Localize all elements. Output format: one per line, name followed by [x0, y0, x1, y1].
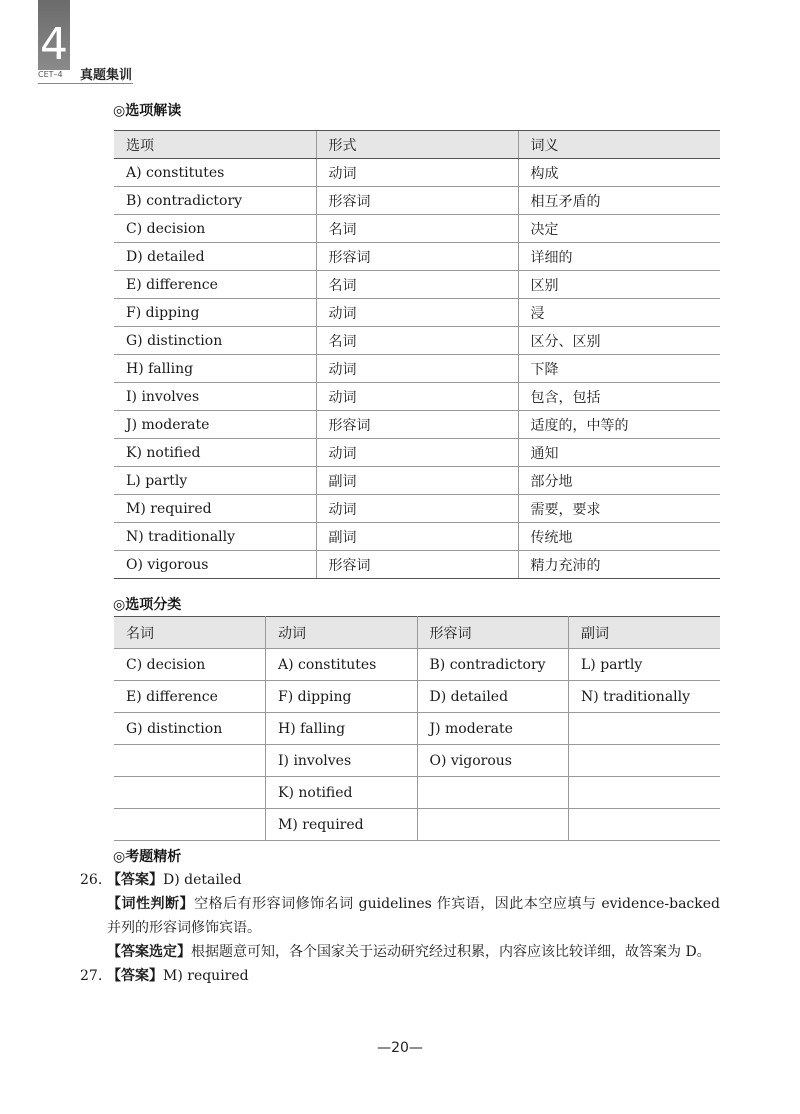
table-header-row	[114, 131, 720, 159]
answer-line	[80, 964, 720, 988]
table-header-row	[114, 617, 720, 649]
meaning-cell: 浸	[518, 299, 720, 327]
meaning-cell: 部分地	[518, 467, 720, 495]
meaning-cell: 决定	[518, 215, 720, 243]
table-row	[114, 495, 720, 523]
pos-judgment	[80, 892, 720, 940]
verb-cell: I) involves	[266, 745, 418, 777]
answer-label: 【答案】	[107, 968, 163, 984]
option-cell: J) moderate	[114, 411, 316, 439]
question-number: 27.	[80, 968, 103, 984]
option-cell: A) constitutes	[114, 159, 316, 187]
table-row	[114, 355, 720, 383]
column-header: 动词	[266, 617, 418, 649]
option-cell: F) dipping	[114, 299, 316, 327]
option-cell: B) contradictory	[114, 187, 316, 215]
option-cell: N) traditionally	[114, 523, 316, 551]
form-cell: 动词	[316, 439, 518, 467]
form-cell: 形容词	[316, 187, 518, 215]
header-divider	[38, 83, 133, 84]
verb-cell: A) constitutes	[266, 649, 418, 681]
form-cell: 名词	[316, 327, 518, 355]
form-cell: 形容词	[316, 551, 518, 579]
option-cell: I) involves	[114, 383, 316, 411]
meaning-cell: 传统地	[518, 523, 720, 551]
meaning-cell: 构成	[518, 159, 720, 187]
form-cell: 名词	[316, 271, 518, 299]
adjective-cell: O) vigorous	[417, 745, 569, 777]
meaning-cell: 需要，要求	[518, 495, 720, 523]
table-row	[114, 523, 720, 551]
select-text: 根据题意可知，各个国家关于运动研究经过积累，内容应该比较详细，故答案为 D。	[191, 944, 711, 960]
answer-selection	[80, 940, 720, 964]
column-header: 副词	[569, 617, 721, 649]
table-row	[114, 327, 720, 355]
noun-cell: C) decision	[114, 649, 266, 681]
adjective-cell	[417, 809, 569, 841]
option-cell: C) decision	[114, 215, 316, 243]
exam-label: CET–4	[38, 70, 63, 79]
option-cell: H) falling	[114, 355, 316, 383]
table-row	[114, 439, 720, 467]
meaning-cell: 精力充沛的	[518, 551, 720, 579]
form-cell: 形容词	[316, 411, 518, 439]
option-cell: L) partly	[114, 467, 316, 495]
adverb-cell: N) traditionally	[569, 681, 721, 713]
noun-cell	[114, 777, 266, 809]
table-row	[114, 681, 720, 713]
answer-line	[80, 868, 720, 892]
meaning-cell: 通知	[518, 439, 720, 467]
meaning-cell: 区分、区别	[518, 327, 720, 355]
table-row	[114, 809, 720, 841]
verb-cell: K) notified	[266, 777, 418, 809]
adjective-cell	[417, 777, 569, 809]
option-cell: O) vigorous	[114, 551, 316, 579]
form-cell: 动词	[316, 383, 518, 411]
question-number: 26.	[80, 872, 103, 888]
column-header: 选项	[114, 131, 316, 159]
column-header: 词义	[518, 131, 720, 159]
pos-text: 空格后有形容词修饰名词 guidelines 作宾语，因此本空应填与 evidence-backed 并列的形容词修饰宾语。	[107, 896, 721, 936]
noun-cell: G) distinction	[114, 713, 266, 745]
adjective-cell: J) moderate	[417, 713, 569, 745]
form-cell: 副词	[316, 467, 518, 495]
meaning-cell: 包含，包括	[518, 383, 720, 411]
question-26	[80, 868, 720, 988]
meaning-cell: 区别	[518, 271, 720, 299]
table-row	[114, 299, 720, 327]
answer-value: M) required	[163, 968, 249, 984]
form-cell: 动词	[316, 299, 518, 327]
verb-cell: M) required	[266, 809, 418, 841]
adjective-cell: B) contradictory	[417, 649, 569, 681]
table-row	[114, 187, 720, 215]
table-row	[114, 713, 720, 745]
noun-cell: E) difference	[114, 681, 266, 713]
column-header: 名词	[114, 617, 266, 649]
table-row	[114, 411, 720, 439]
noun-cell	[114, 745, 266, 777]
table-row	[114, 777, 720, 809]
column-header: 形式	[316, 131, 518, 159]
form-cell: 形容词	[316, 243, 518, 271]
table-row	[114, 159, 720, 187]
form-cell: 动词	[316, 495, 518, 523]
table-row	[114, 551, 720, 579]
section-title-classification: ◎选项分类	[113, 597, 182, 613]
table-row	[114, 649, 720, 681]
column-header: 形容词	[417, 617, 569, 649]
table-row	[114, 271, 720, 299]
verb-cell: F) dipping	[266, 681, 418, 713]
form-cell: 动词	[316, 159, 518, 187]
option-cell: M) required	[114, 495, 316, 523]
table-row	[114, 243, 720, 271]
option-cell: D) detailed	[114, 243, 316, 271]
adverb-cell	[569, 777, 721, 809]
option-cell: K) notified	[114, 439, 316, 467]
table-row	[114, 383, 720, 411]
pos-label: 【词性判断】	[107, 896, 195, 912]
form-cell: 副词	[316, 523, 518, 551]
answer-label: 【答案】	[107, 872, 163, 888]
classification-table	[114, 616, 720, 841]
select-label: 【答案选定】	[107, 944, 191, 960]
option-cell: E) difference	[114, 271, 316, 299]
form-cell: 名词	[316, 215, 518, 243]
adverb-cell	[569, 713, 721, 745]
options-table	[114, 130, 720, 579]
adverb-cell: L) partly	[569, 649, 721, 681]
table-row	[114, 215, 720, 243]
meaning-cell: 适度的，中等的	[518, 411, 720, 439]
section-title-analysis: ◎考题精析	[113, 849, 182, 865]
answer-value: D) detailed	[163, 872, 242, 888]
meaning-cell: 下降	[518, 355, 720, 383]
meaning-cell: 详细的	[518, 243, 720, 271]
adverb-cell	[569, 745, 721, 777]
page-number: —20—	[377, 1040, 423, 1056]
form-cell: 动词	[316, 355, 518, 383]
meaning-cell: 相互矛盾的	[518, 187, 720, 215]
header-title: 真题集训	[80, 68, 133, 83]
table-row	[114, 745, 720, 777]
verb-cell: H) falling	[266, 713, 418, 745]
noun-cell	[114, 809, 266, 841]
adjective-cell: D) detailed	[417, 681, 569, 713]
table-row	[114, 467, 720, 495]
unit-number: 4	[40, 19, 68, 70]
adverb-cell	[569, 809, 721, 841]
section-title-options: ◎选项解读	[113, 103, 182, 119]
option-cell: G) distinction	[114, 327, 316, 355]
